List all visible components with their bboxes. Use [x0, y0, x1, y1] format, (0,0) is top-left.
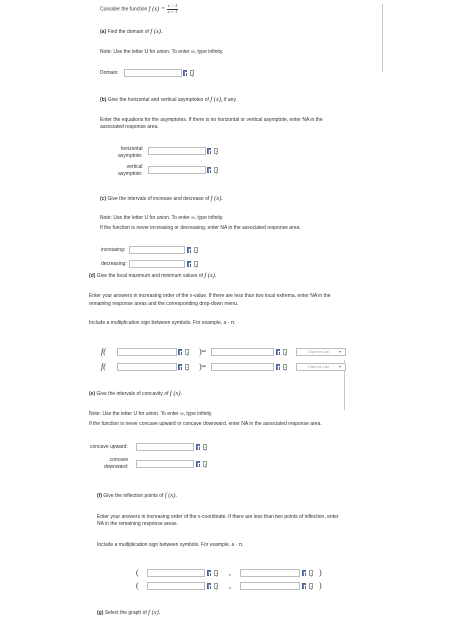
concave-down-label [104, 457, 128, 471]
math-editor-icon[interactable] [178, 349, 182, 355]
increasing-label: increasing: [101, 247, 126, 253]
math-editor-icon[interactable] [187, 247, 191, 253]
part-c-label: (c) [100, 196, 107, 202]
concave-up-label: concave upward: [90, 444, 128, 450]
help-doc-icon[interactable] [185, 349, 189, 355]
help-doc-icon[interactable] [309, 570, 313, 576]
part-f-label: (f) [97, 493, 102, 499]
domain-input[interactable] [124, 69, 182, 77]
part-a-prompt [100, 28, 163, 35]
math-editor-icon[interactable] [196, 444, 200, 450]
inflection-row-2-open: ( [136, 581, 139, 590]
part-g-fx: f (x). [148, 609, 161, 616]
domain-label: Domain: [100, 70, 119, 76]
select-placeholder: Click for List [308, 350, 329, 354]
help-doc-icon[interactable] [283, 349, 287, 355]
help-doc-icon[interactable] [190, 70, 194, 76]
intro-fraction [167, 4, 179, 14]
math-editor-icon[interactable] [178, 364, 182, 370]
inflection-row-2-y-input[interactable] [240, 582, 300, 590]
part-e-text: Give the intervals of concavity of [96, 391, 169, 397]
inflection-row-1-close: ) [319, 568, 322, 577]
part-c-text: Give the intervals of increase and decrease of [107, 196, 210, 202]
part-b-prompt [100, 96, 237, 103]
scrollbar-track[interactable] [382, 4, 383, 72]
part-d-label: (d) [89, 273, 96, 279]
horizontal-asymptote-label [118, 146, 142, 160]
math-editor-icon[interactable] [207, 583, 211, 589]
part-e-note-2: If the function is never concave upward or concave downward, enter NA in the associated response area. [89, 421, 322, 427]
help-doc-icon[interactable] [214, 583, 218, 589]
inflection-row-1-y-input[interactable] [240, 569, 300, 577]
help-doc-icon[interactable] [283, 364, 287, 370]
math-editor-icon[interactable] [276, 349, 280, 355]
part-b-note-1: Enter the equations for the asymptotes. If there is no horizontal or vertical asymptote, enter NA in the [100, 117, 323, 123]
part-c-note-2: If the function is never increasing or decreasing, enter NA in the associated response area. [100, 225, 301, 231]
math-editor-icon[interactable] [196, 461, 200, 467]
horizontal-asymptote-input[interactable] [148, 147, 206, 155]
part-g-prompt [97, 609, 160, 616]
extrema-row-1-x-input[interactable] [117, 348, 177, 356]
part-c-prompt [100, 195, 223, 202]
concave-down-input[interactable] [136, 460, 194, 468]
intro-text: Consider the function [100, 6, 148, 13]
part-b-label: (b) [100, 97, 107, 103]
part-f-note-2: NA in the remaining response areas. [97, 521, 178, 527]
math-editor-icon[interactable] [187, 261, 191, 267]
help-doc-icon[interactable] [194, 261, 198, 267]
decreasing-label: decreasing: [101, 261, 127, 267]
extrema-row-1-value-input[interactable] [211, 348, 274, 356]
select-placeholder: Click for List [308, 365, 329, 369]
vertical-label-line1: vertical [126, 164, 143, 170]
part-c-fx: f (x). [210, 195, 223, 202]
part-f-prompt [97, 492, 177, 499]
chevron-down-icon: ▾ [338, 349, 341, 354]
vertical-asymptote-label [118, 164, 142, 178]
extrema-row-1-equals: )= [199, 347, 207, 356]
part-e-prompt [89, 390, 182, 397]
fraction-denominator: x + 1 [167, 8, 178, 14]
part-f-note-1: Enter your answers in increasing order of the x-coordinate. If there are less than two points of inflection, enter [97, 514, 339, 520]
part-a-text: Find the domain of [107, 29, 149, 35]
part-e-note-1: Note: Use the letter U for union. To enter ∞, type infinity. [89, 411, 213, 417]
concave-up-input[interactable] [136, 443, 194, 451]
help-doc-icon[interactable] [185, 364, 189, 370]
part-d-note-2: remaining response areas and the corresponding drop-down menu. [89, 301, 239, 307]
horizontal-label-line1: horizontal [120, 146, 143, 152]
part-f-fx: f (x). [164, 492, 178, 499]
vertical-asymptote-input[interactable] [148, 166, 206, 174]
concave-down-line1: concave [109, 457, 129, 463]
extrema-row-2-equals: )= [199, 362, 207, 371]
increasing-input[interactable] [129, 246, 185, 254]
part-c-note-1: Note: Use the letter U for union. To enter ∞, type infinity. [100, 215, 224, 221]
part-b-text: Give the horizontal and vertical asymptotes of [107, 97, 209, 103]
math-editor-icon[interactable] [276, 364, 280, 370]
intro-line [100, 4, 178, 14]
help-doc-icon[interactable] [214, 148, 218, 154]
inflection-row-2-close: ) [319, 581, 322, 590]
help-doc-icon[interactable] [214, 167, 218, 173]
inflection-row-2-x-input[interactable] [147, 582, 205, 590]
math-editor-icon[interactable] [302, 583, 306, 589]
math-editor-icon[interactable] [183, 70, 187, 76]
vertical-label-line2: asymptote: [118, 171, 143, 177]
help-doc-icon[interactable] [203, 461, 207, 467]
part-d-fx: f (x). [204, 272, 217, 279]
math-editor-icon[interactable] [207, 148, 211, 154]
math-editor-icon[interactable] [207, 570, 211, 576]
help-doc-icon[interactable] [214, 570, 218, 576]
help-doc-icon[interactable] [203, 444, 207, 450]
inflection-row-1-open: ( [136, 568, 139, 577]
decreasing-input[interactable] [129, 260, 185, 268]
part-d-note-1: Enter your answers in increasing order of the x-value. If there are less than two local extrema, enter NA in the [89, 293, 331, 299]
math-editor-icon[interactable] [207, 167, 211, 173]
part-a-label: (a) [100, 29, 107, 35]
horizontal-label-line2: asymptote: [118, 153, 143, 159]
part-f-text: Give the inflection points of [103, 493, 164, 499]
fraction-numerator: x − 3 [167, 3, 178, 8]
part-b-text-end: if any. [224, 97, 237, 103]
inflection-row-1-x-input[interactable] [147, 569, 205, 577]
part-e-label: (e) [89, 391, 96, 397]
extrema-row-1-type-select[interactable] [296, 348, 346, 356]
part-e-fx: f (x). [169, 390, 183, 397]
part-g-label: (g) [97, 610, 104, 616]
extrema-row-2-x-input[interactable] [117, 363, 177, 371]
concave-down-line2: downward: [104, 464, 129, 470]
part-f-note-3: Include a multiplication sign between symbols. For example, a · π. [97, 542, 244, 548]
chevron-down-icon: ▾ [338, 364, 341, 369]
help-doc-icon[interactable] [194, 247, 198, 253]
part-d-text: Give the local maximum and minimum values of [96, 273, 203, 279]
part-b-fx: f (x), [210, 96, 223, 103]
extrema-row-2-value-input[interactable] [211, 363, 274, 371]
extrema-row-2-f: f( [101, 362, 106, 371]
extrema-row-2-type-select[interactable] [296, 363, 346, 371]
part-a-note: Note: Use the letter U for union. To enter ∞, type infinity. [100, 49, 224, 55]
part-d-note-3: Include a multiplication sign between symbols. For example, a · π. [89, 320, 236, 326]
extrema-row-1-f: f( [101, 347, 106, 356]
part-d-prompt [89, 272, 217, 279]
part-g-text: Select the graph of [104, 610, 147, 616]
math-editor-icon[interactable] [302, 570, 306, 576]
part-b-note-2: associated response area. [100, 124, 159, 130]
inflection-row-1-comma: , [229, 568, 231, 577]
intro-fx: f (x) = [148, 5, 166, 13]
help-doc-icon[interactable] [309, 583, 313, 589]
part-a-fx: f (x). [150, 28, 163, 35]
inflection-row-2-comma: , [229, 581, 231, 590]
